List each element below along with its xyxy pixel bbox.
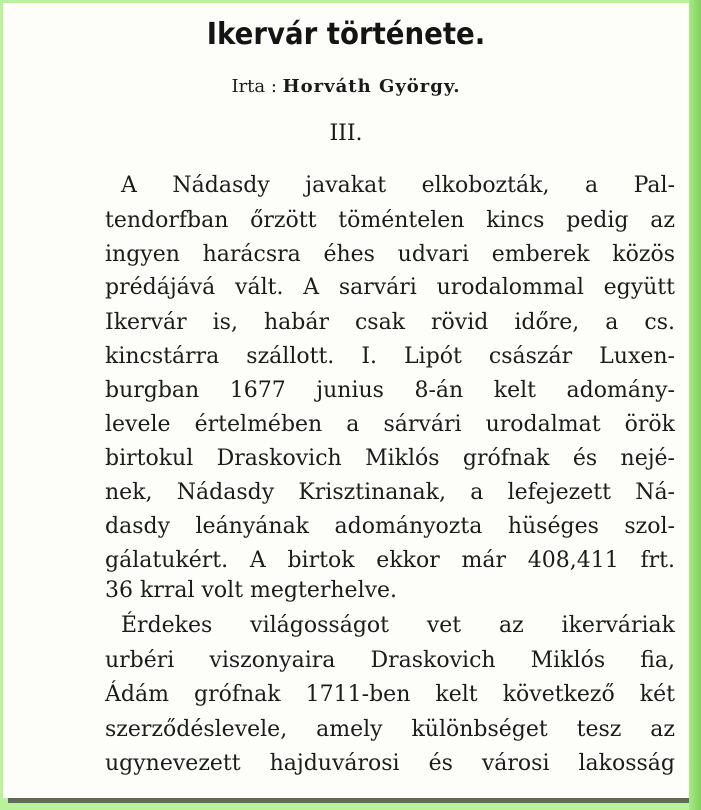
text-line: Ikervár is, habár csak rövid időre, a cs.	[105, 310, 675, 335]
text-line: ugynevezett hajduvárosi és városi lakosság	[105, 751, 675, 776]
text-line: nek, Nádasdy Krisztinanak, a lefejezett Ná-	[105, 480, 675, 505]
text-line: szerződéslevele, amely különbséget tesz az	[105, 717, 675, 742]
text-line: Érdekes világosságot vet az ikerváriak	[121, 613, 675, 638]
text-line: A Nádasdy javakat elkobozták, a Pal-	[121, 173, 675, 198]
text-line: Ádám grófnak 1711-ben kelt következő két	[105, 682, 675, 707]
text-line: tendorfban őrzött töméntelen kincs pedig az	[105, 208, 675, 233]
author-name: Horváth György.	[282, 76, 461, 97]
text-line: dasdy leányának adományozta hüséges szol-	[105, 514, 675, 539]
text-line: ingyen harácsra éhes udvari emberek közös	[105, 242, 675, 267]
text-line: levele értelmében a sárvári urodalmat örök	[105, 412, 675, 437]
text-line: prédájává vált. A sarvári urodalommal együtt	[105, 275, 675, 300]
byline-prefix: Irta :	[231, 76, 277, 97]
newspaper-clipping	[3, 3, 689, 798]
text-line: birtokul Draskovich Miklós grófnak és nejé-	[105, 446, 675, 471]
article-body	[3, 3, 689, 798]
text-line: kincstárra szállott. I. Lipót császár Luxen-	[105, 344, 675, 369]
article-title: Ikervár története.	[206, 17, 486, 52]
text-line: 36 krral volt megterhelve.	[105, 578, 398, 603]
text-line: burgban 1677 junius 8-án kelt adomány-	[105, 378, 675, 403]
page-edge	[689, 0, 701, 810]
part-number: III.	[329, 121, 363, 146]
text-line: urbéri viszonyaira Draskovich Miklós fia,	[105, 648, 675, 673]
text-line: gálatukért. A birtok ekkor már 408,411 frt.	[105, 548, 675, 573]
